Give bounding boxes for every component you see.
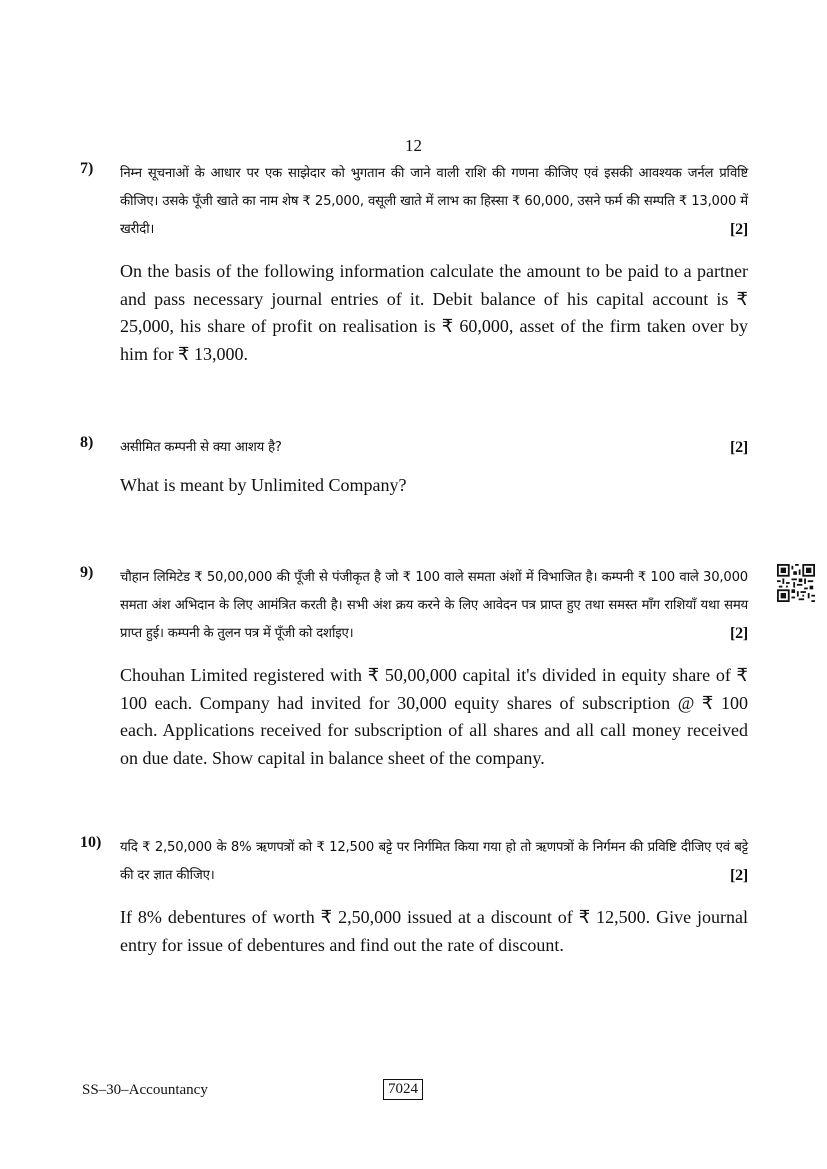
hindi-text: असीमित कम्पनी से क्या आशय है? [120,440,282,455]
question-10 [80,834,748,959]
footer-subject: SS–30–Accountancy [82,1082,208,1098]
question-hindi-text [120,564,748,648]
question-number: 8) [80,434,94,451]
question-7 [80,160,748,368]
question-number: 9) [80,564,94,581]
marks: [2] [729,625,748,642]
question-8 [80,434,748,500]
question-english-text: If 8% debentures of worth ₹ 2,50,000 issued at a discount of ₹ 12,500. Give journal entry for issue of debentures and find out the rate of discount. [120,907,748,955]
question-hindi-text [120,160,748,244]
hindi-text: निम्न सूचनाओं के आधार पर एक साझेदार को भुगतान की जाने वाली राशि की गणना कीजिए एवं इसकी आवश्यक जर्नल प्रविष्टि कीजिए। उसके पूँजी खाते का नाम शेष ₹ 25,000, वसूली खाते में लाभ का हिस्सा ₹ 60,000, उसने फर्म की सम्पति ₹ 13,000 में खरीदी। [120,166,748,237]
hindi-text: चौहान लिमिटेड ₹ 50,00,000 की पूँजी से पंजीकृत है जो ₹ 100 वाले समता अंशों में विभाजित है। कम्पनी ₹ 100 वाले 30,000 समता अंश अभिदान के लिए आमंत्रित करती है। सभी अंश क्रय करने के लिए आवेदन पत्र प्राप्त हुए तथा समस्त माँग राशियाँ यथा समय प्राप्त हुई। कम्पनी के तुलन पत्र में पूँजी को दर्शाइए। [120,570,748,641]
question-9 [80,564,748,772]
question-number: 7) [80,160,94,177]
qr-code-icon [777,564,815,602]
question-english-text: What is meant by Unlimited Company? [120,475,407,495]
question-english-text: On the basis of the following information calculate the amount to be paid to a partner and pass necessary journal entries of it. Debit balance of his capital account is ₹ 25,000, his share of profit on realisation is ₹ 60,000, asset of the firm taken over by him for ₹ 13,000. [120,261,748,364]
marks: [2] [729,867,748,884]
footer-code: 7024 [383,1079,423,1100]
question-english-text: Chouhan Limited registered with ₹ 50,00,000 capital it's divided in equity share of ₹ 100 each. Company had invited for 30,000 equity shares of subscription @ ₹ 100 each. Applications received for subscription of all shares and all call money received on due date. Show capital in balance sheet of the company. [120,665,748,768]
question-hindi-text [120,834,748,890]
hindi-text: यदि ₹ 2,50,000 के 8% ऋणपत्रों को ₹ 12,500 बट्टे पर निर्गमित किया गया हो तो ऋणपत्रों के निर्गमन की प्रविष्टि दीजिए एवं बट्टे की दर ज्ञात कीजिए। [120,840,748,883]
question-hindi-text [120,434,748,462]
page-number: 12 [405,136,422,155]
question-number: 10) [80,834,102,851]
marks: [2] [729,439,748,456]
marks: [2] [729,221,748,238]
